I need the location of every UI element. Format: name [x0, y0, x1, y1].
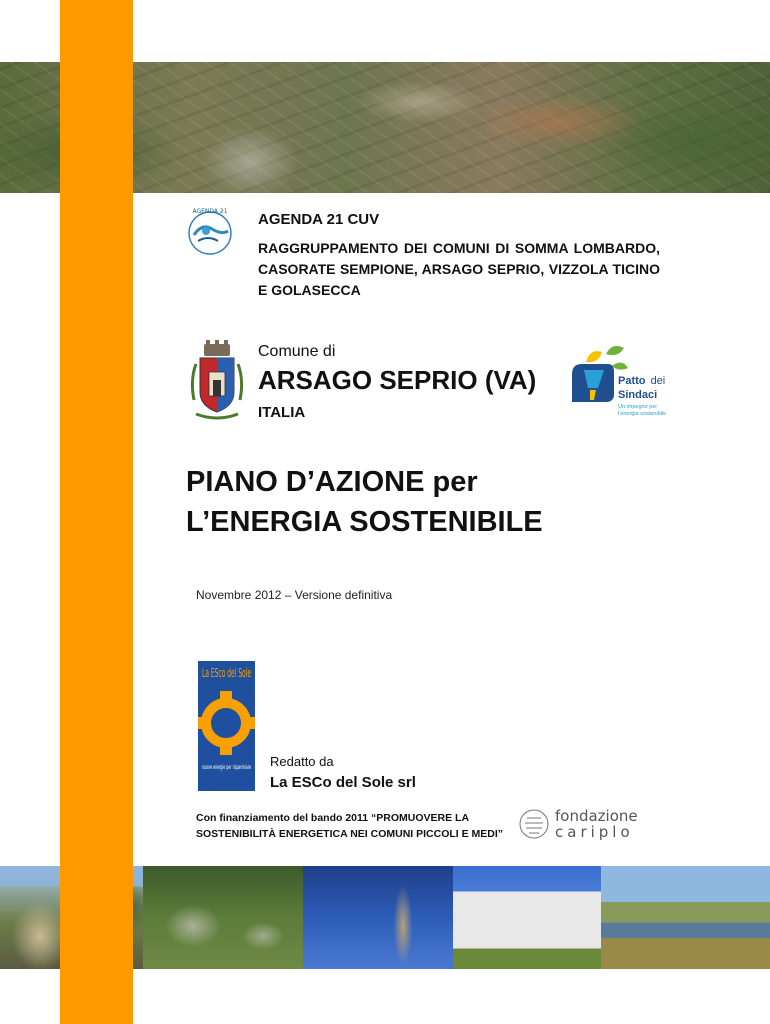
esco-slogan-text: nuove energie per risparmiare: [202, 763, 251, 771]
tower-photo: [303, 866, 453, 969]
cariplo-line1: fondazione: [555, 807, 638, 825]
agenda-block: [258, 211, 660, 301]
patto-line2: Sindaci: [618, 389, 658, 401]
comune-label: Comune di: [258, 343, 336, 360]
esco-logo-text: La ESco del Sole: [202, 666, 251, 680]
patto-line1b: dei: [650, 375, 666, 387]
patto-line1: Patto: [618, 375, 646, 387]
building-photo: [453, 866, 601, 969]
document-title-line2: L’ENERGIA SOSTENIBILE: [186, 506, 543, 538]
agenda21-logo-text: AGENDA 21: [192, 208, 228, 215]
version-date: Novembre 2012 – Versione definitiva: [196, 588, 393, 602]
town-crest-icon: [188, 340, 246, 424]
document-title-line1: PIANO D’AZIONE per: [186, 466, 478, 498]
esco-del-sole-logo: [198, 661, 255, 791]
redatto-company: La ESCo del Sole srl: [270, 774, 416, 791]
funding-note: Con finanziamento del bando 2011 “PROMUOVERE LA SOSTENIBILITÀ ENERGETICA NEI COMUNI PICCOLI E MEDI”: [196, 812, 504, 840]
lake-photo: [601, 866, 770, 969]
orange-accent-bar: [60, 0, 133, 1024]
cariplo-line2: cariplo: [555, 823, 634, 841]
agenda-title: AGENDA 21 CUV: [258, 211, 380, 228]
fondazione-cariplo-logo: [519, 806, 654, 840]
patto-tagline2: l'energia sostenibile: [618, 411, 667, 417]
ruins-photo: [143, 866, 303, 969]
country-name: ITALIA: [258, 404, 306, 421]
patto-dei-sindaci-logo: [568, 344, 683, 422]
redatto-label: Redatto da: [270, 754, 334, 769]
town-name: ARSAGO SEPRIO (VA): [258, 365, 537, 395]
svg-text:Patto dei: [618, 375, 665, 387]
patto-tagline1: Un impegno per: [618, 404, 658, 410]
document-title: [186, 462, 543, 542]
agenda-subtitle: RAGGRUPPAMENTO DEI COMUNI DI SOMMA LOMBARDO, CASORATE SEMPIONE, ARSAGO SEPRIO, VIZZOLA TICINO E GOLASECCA: [258, 240, 660, 298]
agenda21-logo: [184, 205, 236, 257]
